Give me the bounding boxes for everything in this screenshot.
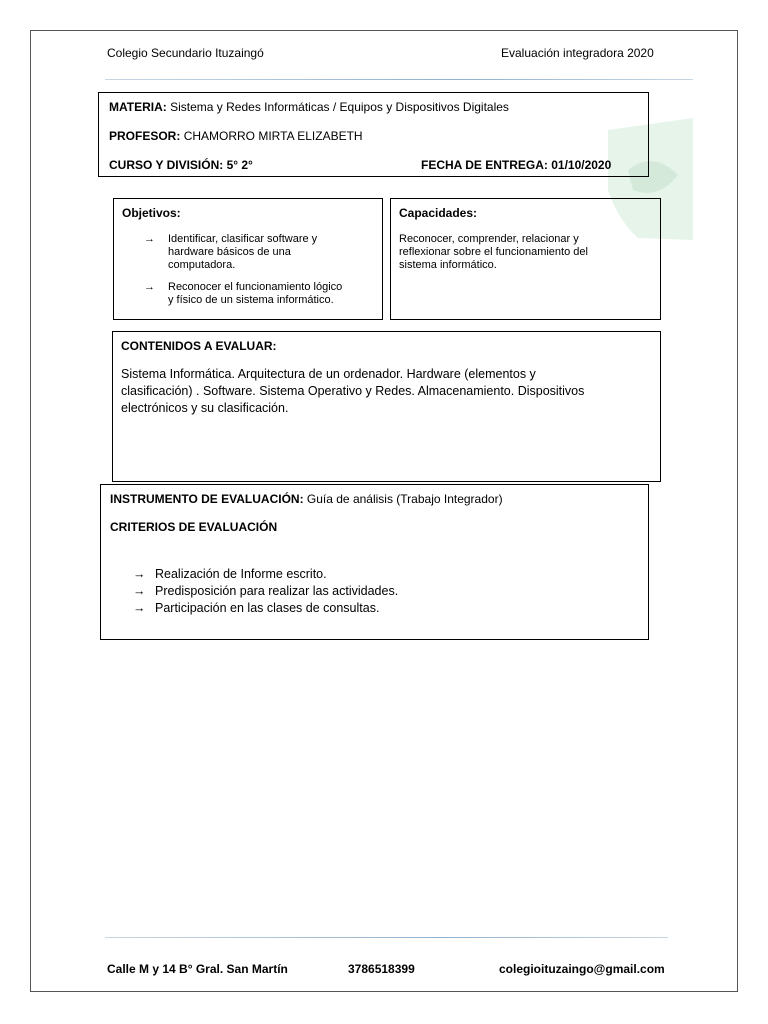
instrumento-line [110, 492, 503, 506]
profesor-value: CHAMORRO MIRTA ELIZABETH [183, 129, 363, 143]
capacidades-title: Capacidades: [399, 206, 478, 220]
objetivos-box [113, 198, 383, 320]
capacidades-line: reflexionar sobre el funcionamiento del [399, 246, 588, 258]
contenidos-line: Sistema Informática. Arquitectura de un ordenador. Hardware (elementos y [121, 367, 536, 381]
school-name: Colegio Secundario Ituzaingó [107, 46, 264, 60]
objetivo-item [168, 281, 342, 307]
arrow-icon: → [144, 233, 155, 245]
arrow-icon: → [144, 281, 155, 293]
capacidades-line: sistema informático. [399, 259, 497, 271]
objetivo-line: Identificar, clasificar software y [168, 233, 318, 245]
footer-phone: 3786518399 [348, 962, 415, 976]
instrumento-box [100, 484, 649, 640]
objetivo-line: computadora. [168, 259, 236, 271]
materia-line [109, 100, 509, 114]
arrow-icon: → [133, 567, 146, 581]
criterio-item: Predisposición para realizar las actividades. [155, 584, 399, 598]
footer-email: colegioituzaingo@gmail.com [499, 962, 665, 976]
instrumento-label: INSTRUMENTO DE EVALUACIÓN: [110, 492, 304, 506]
contenidos-text [121, 366, 653, 417]
info-box [98, 92, 649, 177]
objetivos-title: Objetivos: [122, 206, 181, 220]
instrumento-value: Guía de análisis (Trabajo Integrador) [306, 492, 503, 506]
profesor-line [109, 129, 363, 143]
evaluation-title: Evaluación integradora 2020 [501, 46, 654, 60]
contenidos-line: clasificación) . Software. Sistema Operativo y Redes. Almacenamiento. Dispositivos [121, 384, 585, 398]
contenidos-line: electrónicos y su clasificación. [121, 401, 289, 415]
contenidos-title: CONTENIDOS A EVALUAR: [121, 339, 277, 353]
fecha-entrega: FECHA DE ENTREGA: 01/10/2020 [421, 158, 612, 172]
footer-divider [105, 937, 668, 938]
materia-value: Sistema y Redes Informáticas / Equipos y Dispositivos Digitales [170, 100, 509, 114]
objetivo-item [168, 233, 317, 272]
profesor-label: PROFESOR: [109, 129, 181, 143]
capacidades-line: Reconocer, comprender, relacionar y [399, 233, 579, 245]
criterio-item: Participación en las clases de consultas. [155, 601, 380, 615]
arrow-icon: → [133, 584, 146, 598]
arrow-icon: → [133, 601, 146, 615]
footer-address: Calle M y 14 B° Gral. San Martín [107, 962, 288, 976]
materia-label: MATERIA: [109, 100, 167, 114]
curso-division: CURSO Y DIVISIÓN: 5° 2° [109, 158, 253, 172]
objetivo-line: y físico de un sistema informático. [168, 294, 334, 306]
objetivo-line: Reconocer el funcionamiento lógico [168, 281, 343, 293]
criterios-title: CRITERIOS DE EVALUACIÓN [110, 520, 278, 534]
capacidades-box [390, 198, 661, 320]
contenidos-box [112, 331, 661, 482]
capacidades-text [399, 233, 588, 272]
criterio-item: Realización de Informe escrito. [155, 567, 327, 581]
objetivo-line: hardware básicos de una [168, 246, 291, 258]
header-divider [105, 79, 693, 80]
